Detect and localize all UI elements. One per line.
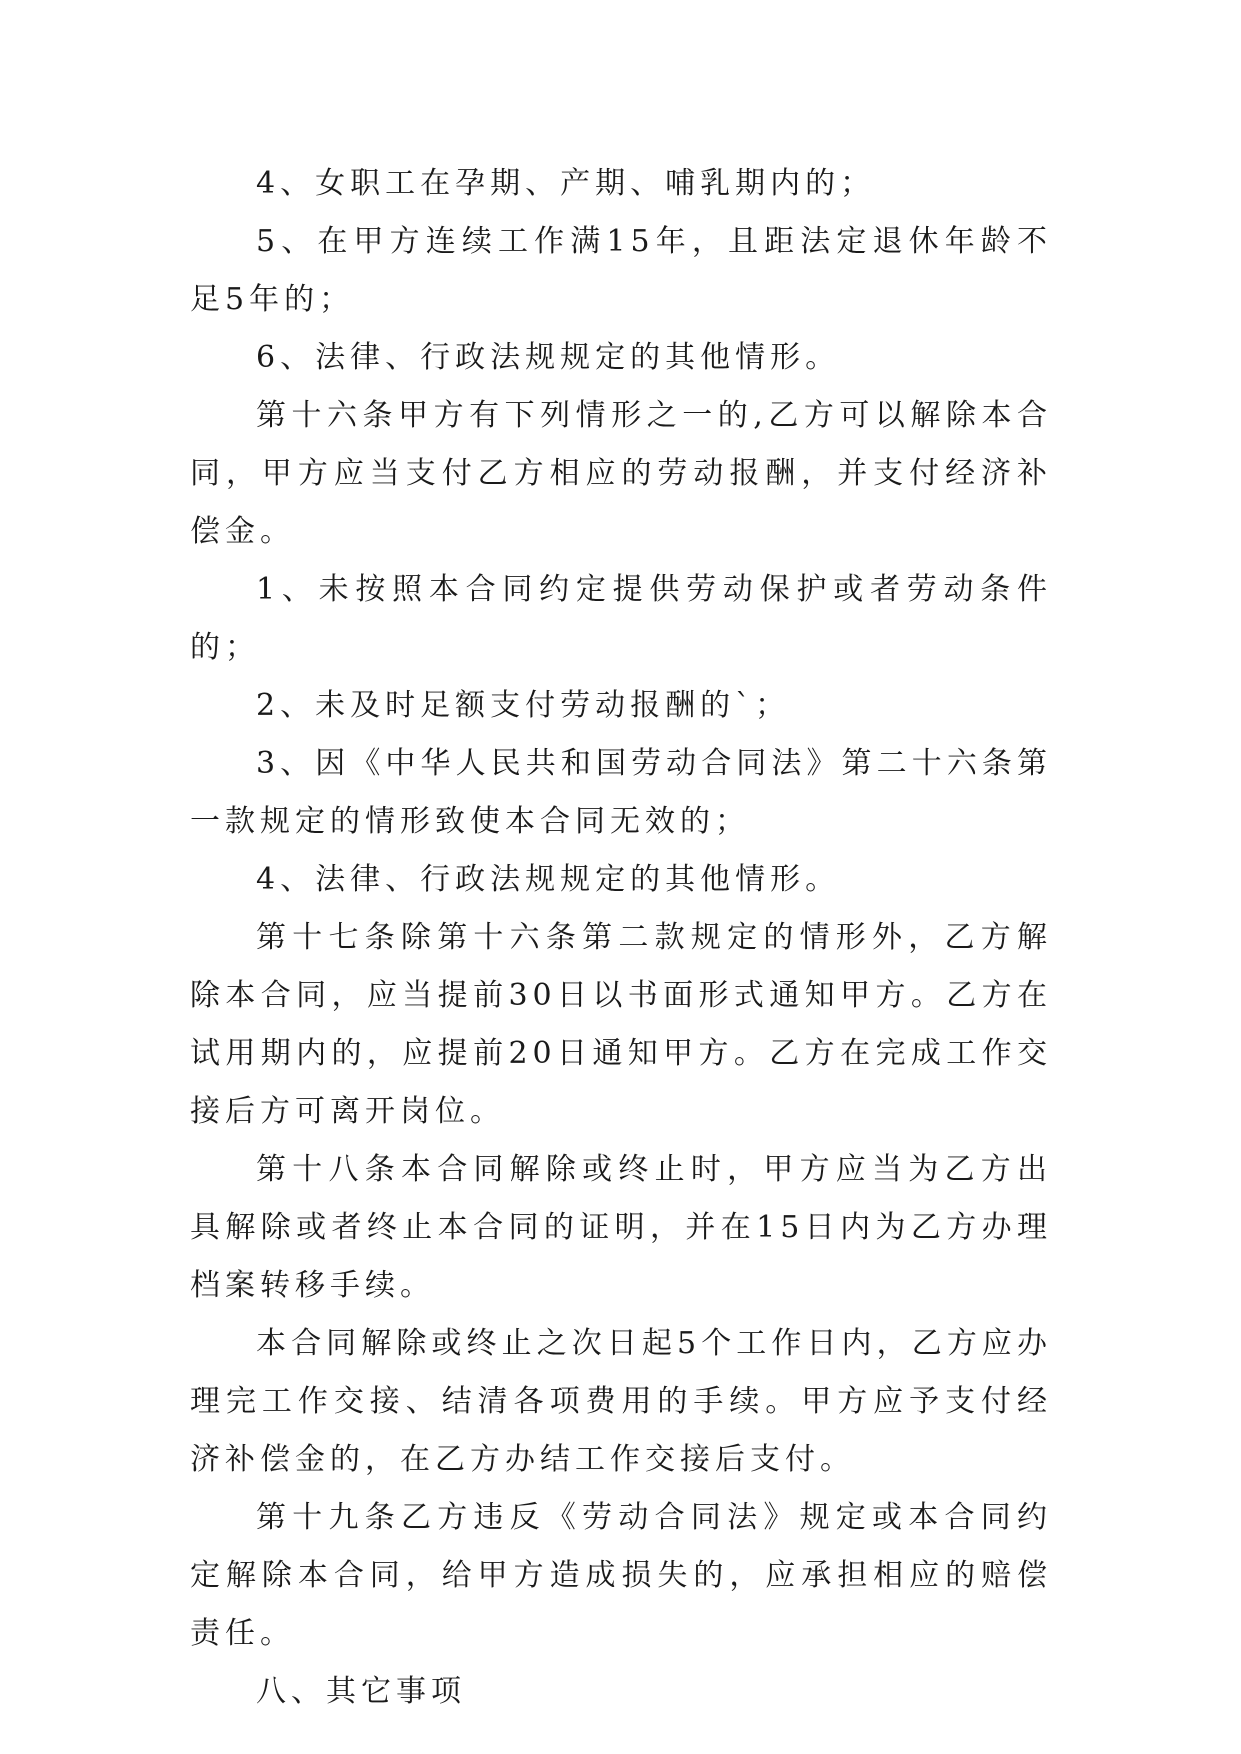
article-18-paragraph-2: 本合同解除或终止之次日起5个工作日内，乙方应办理完工作交接、结清各项费用的手续。甲方应予支付经济补偿金的，在乙方办结工作交接后支付。 [190, 1326, 1052, 1477]
article-17: 第十七条除第十六条第二款规定的情形外，乙方解除本合同，应当提前30日以书面形式通知甲方。乙方在试用期内的，应提前20日通知甲方。乙方在完成工作交接后方可离开岗位。 [190, 920, 1052, 1129]
clause-item-6-other: 6、法律、行政法规规定的其他情形。 [256, 340, 841, 375]
article-16-item-1: 1、未按照本合同约定提供劳动保护或者劳动条件的； [190, 572, 1052, 665]
article-16: 第十六条甲方有下列情形之一的,乙方可以解除本合同，甲方应当支付乙方相应的劳动报酬，并支付经济补偿金。 [190, 398, 1052, 549]
clause-item-5-seniority: 5、在甲方连续工作满15年，且距法定退休年龄不足5年的； [190, 224, 1052, 317]
article-16-item-3: 3、因《中华人民共和国劳动合同法》第二十六条第一款规定的情形致使本合同无效的； [190, 746, 1052, 839]
clause-item-4-pregnancy: 4、女职工在孕期、产期、哺乳期内的； [256, 166, 876, 201]
article-16-item-4: 4、法律、行政法规规定的其他情形。 [256, 862, 841, 897]
article-19: 第十九条乙方违反《劳动合同法》规定或本合同约定解除本合同，给甲方造成损失的，应承担相应的赔偿责任。 [190, 1500, 1052, 1651]
document-body [190, 155, 1052, 1721]
article-16-item-2: 2、未及时足额支付劳动报酬的`； [256, 688, 791, 723]
article-18: 第十八条本合同解除或终止时，甲方应当为乙方出具解除或者终止本合同的证明，并在15日内为乙方办理档案转移手续。 [190, 1152, 1052, 1303]
section-heading-other-matters: 八、其它事项 [256, 1674, 466, 1709]
